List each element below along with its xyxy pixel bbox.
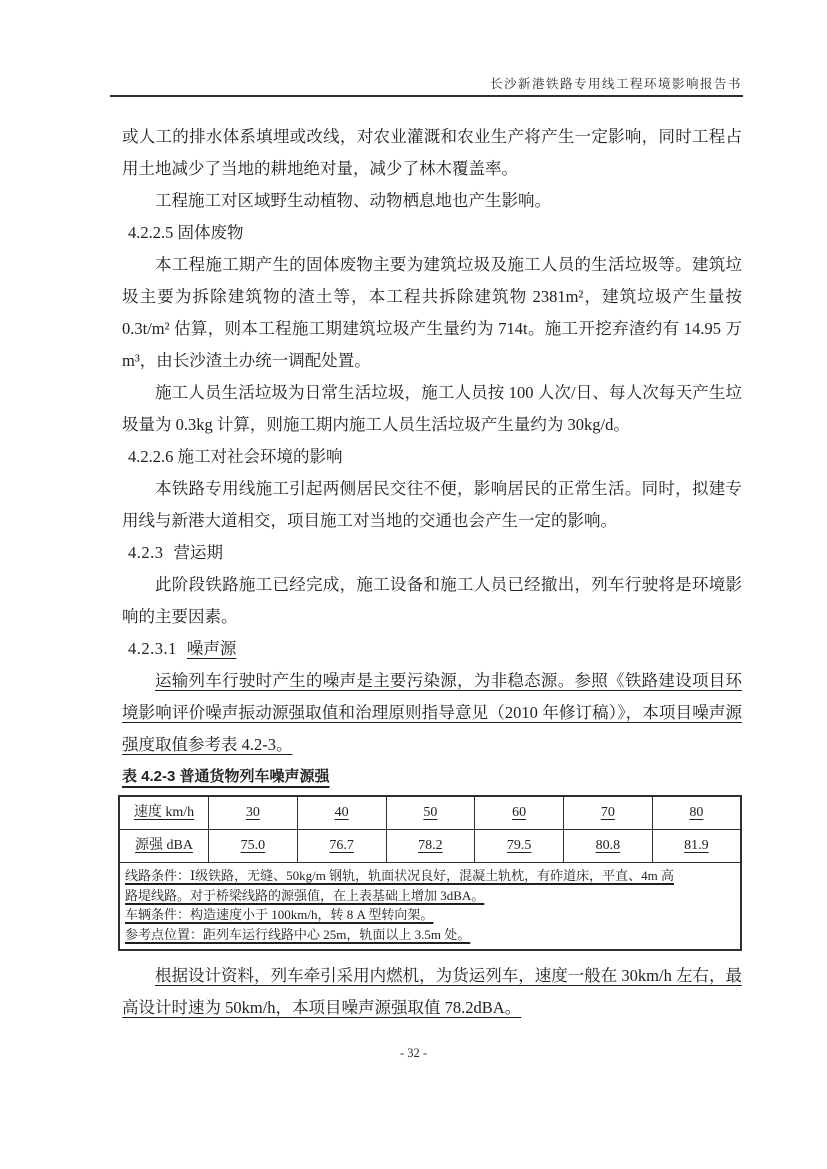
header-rule [110,95,743,97]
speed-value: 80 [689,805,704,820]
dba-value: 75.0 [240,838,266,853]
heading-4-2-2-5-solid-waste: 4.2.2.5 固体废物 [128,223,244,242]
table-cell [652,830,741,863]
paragraph-social-impact: 本铁路专用线施工引起两侧居民交往不便，影响居民的正常生活。同时，拟建专用线与新港大道相交，项目施工对当地的交通也会产生一定的影响。 [122,479,742,530]
note-track-conditions-2: 路堤线路。对于桥梁线路的源强值，在上表基础上增加 3dBA。 [125,887,485,903]
page-header-title: 长沙新港铁路专用线工程环境影响报告书 [489,77,742,91]
table-cell [297,796,386,830]
heading-number: 4.2.3 [128,543,164,562]
page-number: - 32 - [399,1046,428,1060]
dba-value: 78.2 [418,838,443,853]
paragraph-wildlife-impact: 工程施工对区域野生动植物、动物栖息地也产生影响。 [155,191,551,210]
note-vehicle-conditions: 车辆条件：构造速度小于 100km/h，转 8 A 型转向架。 [125,907,434,922]
table-cell [386,830,475,863]
table-cell [297,830,386,863]
table-row-notes [119,863,741,951]
table-cell [209,796,298,830]
heading-4-2-2-6-social-impact: 4.2.2.6 施工对社会环境的影响 [128,447,343,466]
table-cell [652,796,741,830]
paragraph-noise-source-reference: 运输列车行驶时产生的噪声是主要污染源，为非稳态源。参照《铁路建设项目环境影响评价噪声振动源强取值和治理原则指导意见（2010 年修订稿）》，本项目噪声源强度取值参考表 4.2-3。 [122,671,742,754]
dba-value: 79.5 [506,838,532,853]
speed-value: 30 [245,805,260,820]
dba-value: 81.9 [684,838,709,853]
table-cell [386,796,475,830]
heading-title: 噪声源 [186,639,237,658]
table-caption [122,765,742,789]
speed-value: 70 [600,805,615,820]
noise-source-table [118,795,742,951]
note-reference-point: 参考点位置：距列车运行线路中心 25m，轨面以上 3.5m 处。 [125,926,471,942]
heading-4-2-3-operation-period [122,537,742,569]
paragraph-domestic-waste: 施工人员生活垃圾为日常生活垃圾，施工人员按 100 人次/日、每人次每天产生垃圾量为 0.3kg 计算，则施工期内施工人员生活垃圾产生量约为 30kg/d。 [122,383,742,434]
paragraph-land-impact: 或人工的排水体系填埋或改线，对农业灌溉和农业生产将产生一定影响，同时工程占用土地减少了当地的耕地绝对量，减少了林木覆盖率。 [122,127,742,178]
table-header-speed [119,796,209,830]
paragraph-design-conclusion: 根据设计资料，列车牵引采用内燃机，为货运列车，速度一般在 30km/h 左右，最高设计时速为 50km/h，本项目噪声源强取值 78.2dBA。 [122,966,742,1017]
table-cell [475,830,564,863]
dba-value: 80.8 [595,838,621,853]
heading-title: 营运期 [173,543,223,562]
speed-value: 60 [512,805,527,820]
document-body [122,121,742,1024]
speed-value: 50 [423,805,438,820]
paragraph-operation-intro: 此阶段铁路施工已经完成，施工设备和施工人员已经撤出，列车行驶将是环境影响的主要因素。 [122,575,742,626]
table-caption-text: 表 4.2-3 普通货物列车噪声源强 [122,768,330,785]
paragraph-construction-waste: 本工程施工期产生的固体废物主要为建筑垃圾及施工人员的生活垃圾等。建筑垃圾主要为拆除建筑物的渣土等，本工程共拆除建筑物 2381m²，建筑垃圾产生量按 0.3t/m² 估算，则本工程施工期建筑垃圾产生量约为 714t。施工开挖弃渣约有 14.95 万 m³，由长沙渣土办统一调配处置。 [122,255,742,370]
table-notes-cell [119,863,741,951]
table-cell [475,796,564,830]
table-row-source-strength [119,830,741,863]
table-header-source-strength [119,830,209,863]
heading-number: 4.2.3.1 [128,639,177,658]
table-cell [209,830,298,863]
heading-4-2-3-1-noise-source [122,633,742,665]
table-row-speed [119,796,741,830]
note-track-conditions-1: 线路条件：Ⅰ级铁路，无缝、50kg/m 钢轨，轨面状况良好，混凝土轨枕，有砟道床，平直、4m 高 [125,868,674,883]
row-label: 速度 km/h [133,805,195,820]
table-cell [564,796,653,830]
row-label: 源强 dBA [135,838,193,853]
dba-value: 76.7 [329,838,354,853]
table-cell [564,830,653,863]
speed-value: 40 [334,805,349,820]
